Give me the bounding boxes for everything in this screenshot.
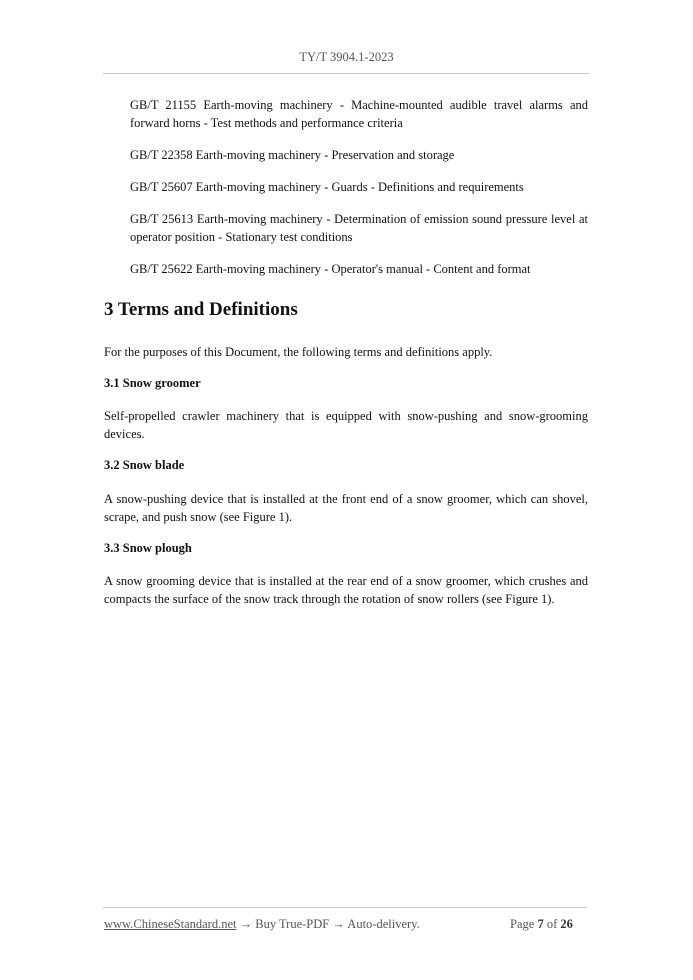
page-number [510, 917, 573, 932]
section-heading: 3 Terms and Definitions [104, 299, 298, 320]
page-current: 7 [537, 917, 544, 931]
section-intro: For the purposes of this Document, the following terms and definitions apply. [104, 345, 493, 359]
reference-item: GB/T 21155 Earth-moving machinery - Machine-mounted audible travel alarms and forward horns - Test methods and performance criteria [130, 98, 588, 130]
term-definition: A snow grooming device that is installed at the rear end of a snow groomer, which crushes and compacts the surface of the snow track through the rotation of snow rollers (see Figure 1). [104, 574, 588, 606]
term-definition: A snow-pushing device that is installed at the front end of a snow groomer, which can shovel, scrape, and push snow (see Figure 1). [104, 492, 588, 524]
reference-item: GB/T 25607 Earth-moving machinery - Guards - Definitions and requirements [130, 180, 524, 194]
page-total: 26 [560, 917, 573, 931]
term-heading: 3.2 Snow blade [104, 458, 185, 472]
term-heading: 3.1 Snow groomer [104, 376, 201, 390]
term-definition: Self-propelled crawler machinery that is equipped with snow-pushing and snow-grooming devices. [104, 409, 588, 441]
header-divider [103, 73, 590, 74]
footer-promo [104, 917, 420, 932]
reference-item: GB/T 22358 Earth-moving machinery - Preservation and storage [130, 148, 455, 162]
footer-divider [103, 907, 586, 908]
reference-item: GB/T 25622 Earth-moving machinery - Operator's manual - Content and format [130, 262, 531, 276]
term-heading: 3.3 Snow plough [104, 541, 192, 555]
website-link[interactable]: www.ChineseStandard.net [104, 917, 237, 931]
footer-tagline: → Buy True-PDF → Auto-delivery. [236, 917, 420, 931]
of-label: of [546, 917, 558, 931]
page-label: Page [510, 917, 535, 931]
reference-item: GB/T 25613 Earth-moving machinery - Determination of emission sound pressure level at operator position - Stationary test conditions [130, 212, 588, 244]
document-id-header: TY/T 3904.1-2023 [299, 50, 394, 64]
